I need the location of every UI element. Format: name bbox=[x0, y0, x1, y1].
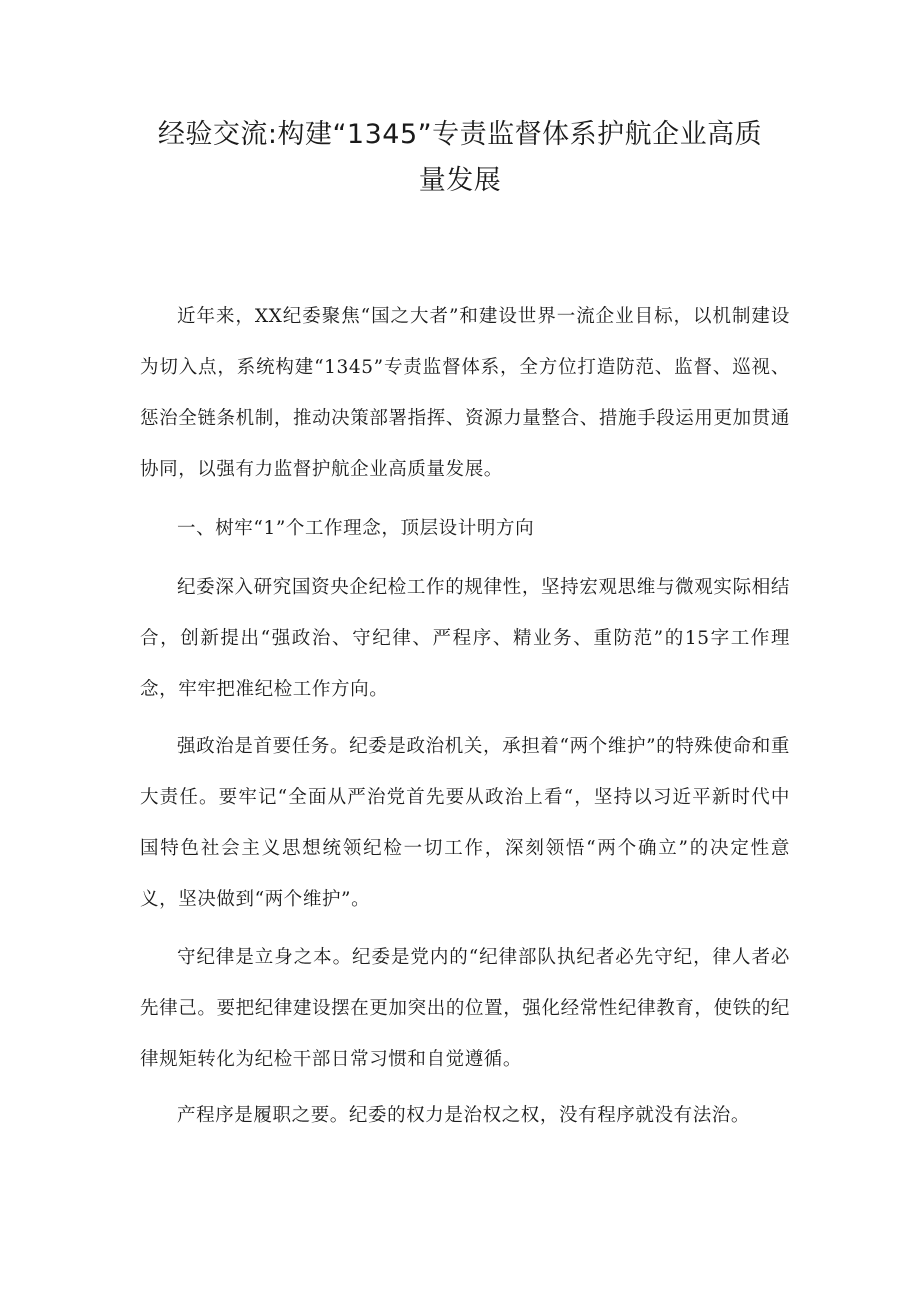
document-title-line-2: 量发展 bbox=[418, 165, 502, 196]
body-paragraph-procedure: 产程序是履职之要。纪委的权力是治权之权，没有程序就没有法治。 bbox=[177, 1105, 751, 1126]
document-title bbox=[150, 112, 770, 204]
body-paragraph-discipline: 守纪律是立身之本。纪委是党内的“纪律部队执纪者必先守纪，律人者必先律己。要把纪律建设摆在更加突出的位置，强化经常性纪律教育，使铁的纪律规矩转化为纪检干部日常习惯和自觉遵循。 bbox=[140, 947, 790, 1070]
body-paragraph-concept: 纪委深入研究国资央企纪检工作的规律性，坚持宏观思维与微观实际相结合，创新提出“强政治、守纪律、严程序、精业务、重防范”的15字工作理念，牢牢把准纪检工作方向。 bbox=[140, 577, 790, 700]
document-title-line-1: 经验交流:构建“1345”专责监督体系护航企业高质 bbox=[157, 119, 763, 150]
body-paragraph-politics: 强政治是首要任务。纪委是政治机关，承担着“两个维护”的特殊使命和重大责任。要牢记“全面从严治党首先要从政治上看“，坚持以习近平新时代中国特色社会主义思想统领纪检一切工作，深刻领悟“两个确立”的决定性意义，坚决做到“两个维护”。 bbox=[140, 736, 790, 910]
intro-paragraph: 近年来，XX纪委聚焦“国之大者”和建设世界一流企业目标，以机制建设为切入点，系统构建“1345”专责监督体系，全方位打造防范、监督、巡视、惩治全链条机制，推动决策部署指挥、资源力量整合、措施手段运用更加贯通协同，以强有力监督护航企业高质量发展。 bbox=[140, 306, 790, 480]
section-heading-1: 一、树牢“1”个工作理念，顶层设计明方向 bbox=[177, 518, 535, 539]
